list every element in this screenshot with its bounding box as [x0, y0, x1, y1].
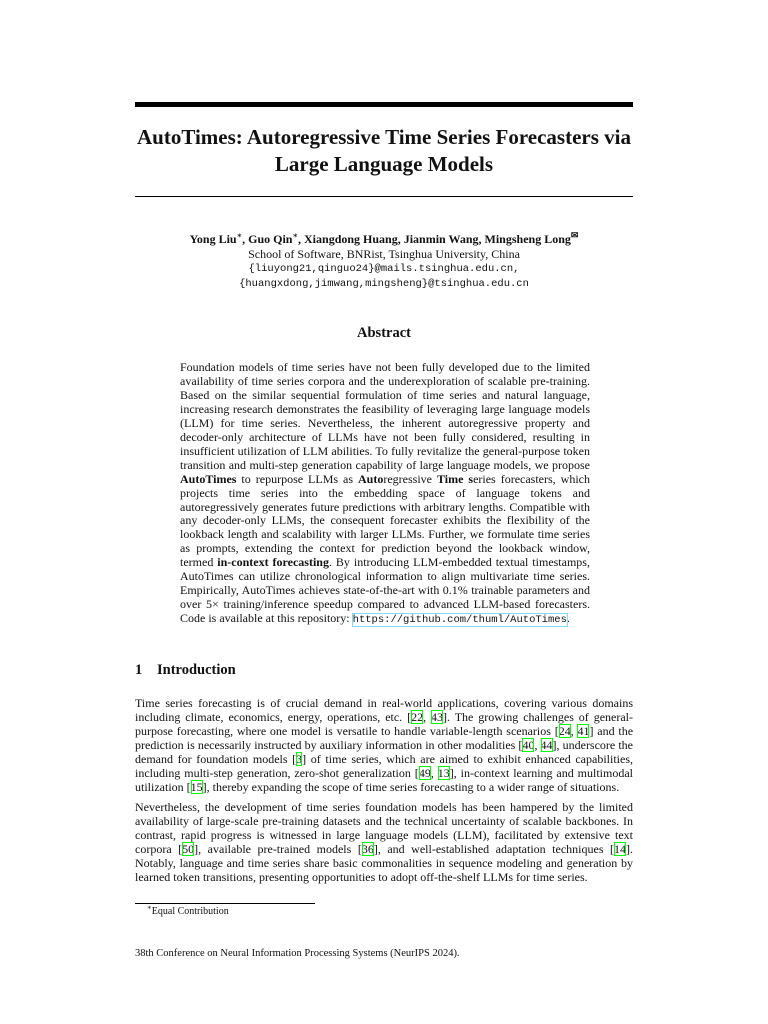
- paper-title: [120, 124, 648, 178]
- abstract-segment: to repurpose LLMs as: [236, 471, 358, 486]
- paragraph-segment: ], thereby expanding the scope of time series forecasting to a wider range of situations.: [202, 779, 620, 794]
- citation-link[interactable]: 13: [437, 765, 450, 780]
- acronym-bold: s: [468, 471, 474, 486]
- paragraph-segment: ,: [570, 723, 578, 738]
- equal-contribution-mark: ∗: [236, 231, 243, 240]
- title-line-2: Large Language Models: [274, 152, 494, 176]
- abstract-segment: regressive: [383, 471, 437, 486]
- abstract-heading: Abstract: [357, 325, 411, 341]
- citation-link[interactable]: 3: [296, 751, 303, 766]
- paragraph-segment: ] and the prediction is necessarily instructed by auxiliary information in other modalities [: [135, 723, 634, 752]
- abstract-segment: eries forecasters, which projects time series into the embedding space of language tokens and autoregressively generates future predictions with arbitrary lengths. Compatible with any decoder-only LLMs, the consequent forecaster exhibits the flexibility of the lookback length and scalability with larger LLMs. Further, we formulate time series as prompts, extending the context for prediction beyond the lookback window, termed: [180, 471, 590, 570]
- footnote-mark: ∗: [147, 903, 152, 912]
- conference-note: 38th Conference on Neural Information Processing Systems (NeurIPS 2024).: [135, 948, 460, 959]
- citation-link[interactable]: 50: [182, 841, 195, 856]
- section-heading-introduction: [135, 662, 633, 679]
- paragraph-segment: Nevertheless, the development of time series foundation models has been hampered by the limited availability of large-scale pre-training datasets and the technical uncertainty of scalable backbones. In contrast, rapid progress is witnessed in large language models (LLM), facilitated by extensive text corpora [: [135, 800, 633, 856]
- paragraph-segment: ]. The growing challenges of general-purpose forecasting, where one model is versatile to handle variable-length scenarios [: [135, 709, 634, 738]
- corresponding-author-icon: ✉: [570, 230, 579, 240]
- abstract-segment: Foundation models of time series have not been fully developed due to the limited availability of time series corpora and the underexploration of scalable pre-training. Based on the similar sequential formulation of time series and natural language, increasing research demonstrates the feasibility of leveraging large language models (LLM) for time series. Nevertheless, the inherent autoregressive property and decoder-only architecture of LLMs have not been fully considered, resulting in insufficient utilization of LLM abilities. To fully revitalize the general-purpose token transition and multi-step generation capability of large language models, we propose: [180, 360, 590, 472]
- citation-link[interactable]: 49: [418, 765, 431, 780]
- affiliation: School of Software, BNRist, Tsinghua University, China: [248, 247, 520, 261]
- author-1: Yong Liu: [189, 232, 237, 246]
- other-authors: Xiangdong Huang, Jianmin Wang, Mingsheng Long: [304, 232, 571, 246]
- abstract-segment: . By introducing LLM-embedded textual timestamps, AutoTimes can utilize chronological information to align multivariate time series. Empirically, AutoTimes achieves state-of-the-art with 0.1% trainable parameters and over 5× training/inference speedup compared to advanced LLM-based forecasters. Code is available at this repository:: [180, 555, 590, 626]
- intro-paragraph-1: [135, 697, 633, 795]
- acronym-bold: Time: [436, 471, 464, 486]
- email-line-1: {liuyong21,qinguo24}@mails.tsinghua.edu.cn,: [248, 263, 520, 275]
- paragraph-segment: ]. Notably, language and time series share basic commonalities in sequence modeling and generation by learned token transitions, presenting opportunities to adopt off-the-shelf LLMs for time series.: [135, 841, 633, 884]
- citation-link[interactable]: 44: [540, 737, 553, 752]
- email-line-2: {huangxdong,jimwang,mingsheng}@tsinghua.edu.cn: [239, 278, 529, 290]
- citation-link[interactable]: 24: [558, 723, 571, 738]
- author-block: [110, 232, 658, 292]
- citation-link[interactable]: 22: [411, 709, 424, 724]
- term-bold: in-context forecasting: [217, 555, 329, 570]
- model-name-bold: AutoTimes: [180, 471, 237, 486]
- footnote-text: Equal Contribution: [151, 906, 229, 917]
- paragraph-segment: ], underscore the demand for foundation models [: [135, 737, 634, 766]
- citation-link[interactable]: 43: [431, 709, 444, 724]
- paragraph-segment: ,: [534, 737, 541, 752]
- repository-link[interactable]: https://github.com/thuml/AutoTimes: [352, 614, 567, 627]
- citation-link[interactable]: 41: [577, 723, 590, 738]
- paragraph-segment: Time series forecasting is of crucial demand in real-world applications, covering various domains including climate, economics, energy, operations, etc. [: [135, 696, 633, 724]
- paragraph-segment: ], available pre-trained models [: [194, 841, 362, 856]
- title-bottom-rule: [135, 196, 633, 197]
- acronym-bold: Auto: [358, 471, 384, 486]
- section-number: 1: [135, 662, 143, 678]
- intro-paragraph-2: [135, 801, 633, 885]
- paragraph-segment: ], and well-established adaptation techniques [: [373, 841, 614, 856]
- footnote-rule: [135, 903, 315, 904]
- abstract-text: [180, 361, 590, 628]
- paragraph-segment: ,: [430, 765, 438, 780]
- title-line-1: AutoTimes: Autoregressive Time Series Forecasters via: [136, 125, 631, 149]
- author-names: Yong Liu∗, Guo Qin∗, Xiangdong Huang, Jianmin Wang, Mingsheng Long✉: [189, 230, 579, 246]
- citation-link[interactable]: 36: [361, 841, 374, 856]
- author-2: Guo Qin: [248, 232, 293, 246]
- title-top-rule: [135, 102, 633, 107]
- citation-link[interactable]: 40: [522, 737, 535, 752]
- equal-contribution-mark: ∗: [292, 231, 299, 240]
- abstract-segment: .: [566, 611, 570, 626]
- paragraph-segment: ,: [423, 709, 432, 724]
- citation-link[interactable]: 14: [614, 841, 626, 856]
- paragraph-segment: ] of time series, which are aimed to exhibit enhanced capabilities, including multi-step generation, zero-shot generalization [: [135, 751, 633, 780]
- footnote: [147, 903, 229, 917]
- paragraph-segment: ], in-context learning and multimodal utilization [: [135, 765, 634, 794]
- citation-link[interactable]: 15: [190, 779, 203, 794]
- section-title: Introduction: [157, 662, 236, 678]
